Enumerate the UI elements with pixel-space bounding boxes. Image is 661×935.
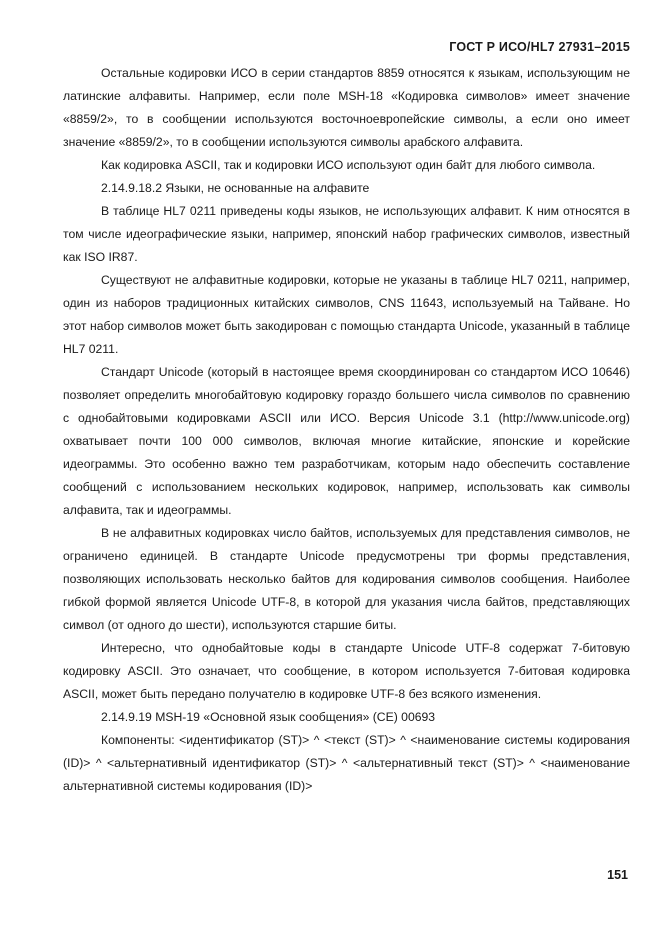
- paragraph-multibyte-forms: В не алфавитных кодировках число байтов, используемых для представления символов, не ограничено единицей. В стандарте Unicode предусмотрены три формы представления, позволяющих использовать несколько байтов для кодирования символов сообщения. Наиболее гибкой формой является Unicode UTF-8, в которой для указания числа байтов, представляющих символ (от одного до шести), используются старшие биты.: [63, 526, 630, 632]
- document-header: ГОСТ Р ИСО/HL7 27931–2015: [449, 40, 630, 54]
- section-heading-msh-19: 2.14.9.19 MSH-19 «Основной язык сообщения» (CE) 00693: [101, 710, 436, 724]
- paragraph-cns-11643: Существуют не алфавитные кодировки, которые не указаны в таблице HL7 0211, например, один из наборов традиционных китайских символов, CNS 11643, используемый на Тайване. Но этот набор символов может быть закодирован с помощью стандарта Unicode, указанный в таблице HL7 0211.: [63, 273, 630, 356]
- paragraph-unicode-standard: Стандарт Unicode (который в настоящее время скоординирован со стандартом ИСО 10646) позволяет определить многобайтовую кодировку гораздо большего числа символов по сравнению с однобайтовыми кодировками ASCII или ИСО. Версия Unicode 3.1 (http://www.unicode.org) охватывает почти 100 000 символов, включая многие китайские, японские и корейские идеограммы. Это особенно важно тем разработчикам, которым надо обеспечить составление сообщений с использованием нескольких кодировок, например, использовать как символы алфавита, так и идеограммы.: [63, 365, 630, 517]
- paragraph-utf8-ascii: Интересно, что однобайтовые коды в стандарте Unicode UTF-8 содержат 7-битовую кодировку ASCII. Это означает, что сообщение, в котором используется 7-битовая кодировка ASCII, может быть передано получателю в кодировке UTF-8 без всякого изменения.: [63, 641, 630, 701]
- section-heading-non-alphabetic: 2.14.9.18.2 Языки, не основанные на алфавите: [101, 181, 370, 195]
- paragraph-single-byte: Как кодировка ASCII, так и кодировки ИСО используют один байт для любого символа.: [101, 158, 596, 172]
- paragraph-hl7-0211: В таблице HL7 0211 приведены коды языков, не использующих алфавит. К ним относятся в том числе идеографические языки, например, японский набор графических символов, известный как ISO IR87.: [63, 204, 630, 264]
- page-number: 151: [607, 868, 628, 882]
- paragraph-components: Компоненты: <идентификатор (ST)> ^ <текст (ST)> ^ <наименование системы кодирования (ID)> ^ <альтернативный идентификатор (ST)> ^ <альтернативный текст (ST)> ^ <наименование альтернативной системы кодирования (ID)>: [63, 733, 630, 793]
- page-body: [63, 62, 630, 798]
- paragraph-iso-8859-encodings: Остальные кодировки ИСО в серии стандартов 8859 относятся к языкам, использующим не латинские алфавиты. Например, если поле MSH-18 «Кодировка символов» имеет значение «8859/2», то в сообщении используются восточноевропейские символы, а если оно имеет значение «8859/2», то в сообщении используются символы арабского алфавита.: [63, 66, 630, 149]
